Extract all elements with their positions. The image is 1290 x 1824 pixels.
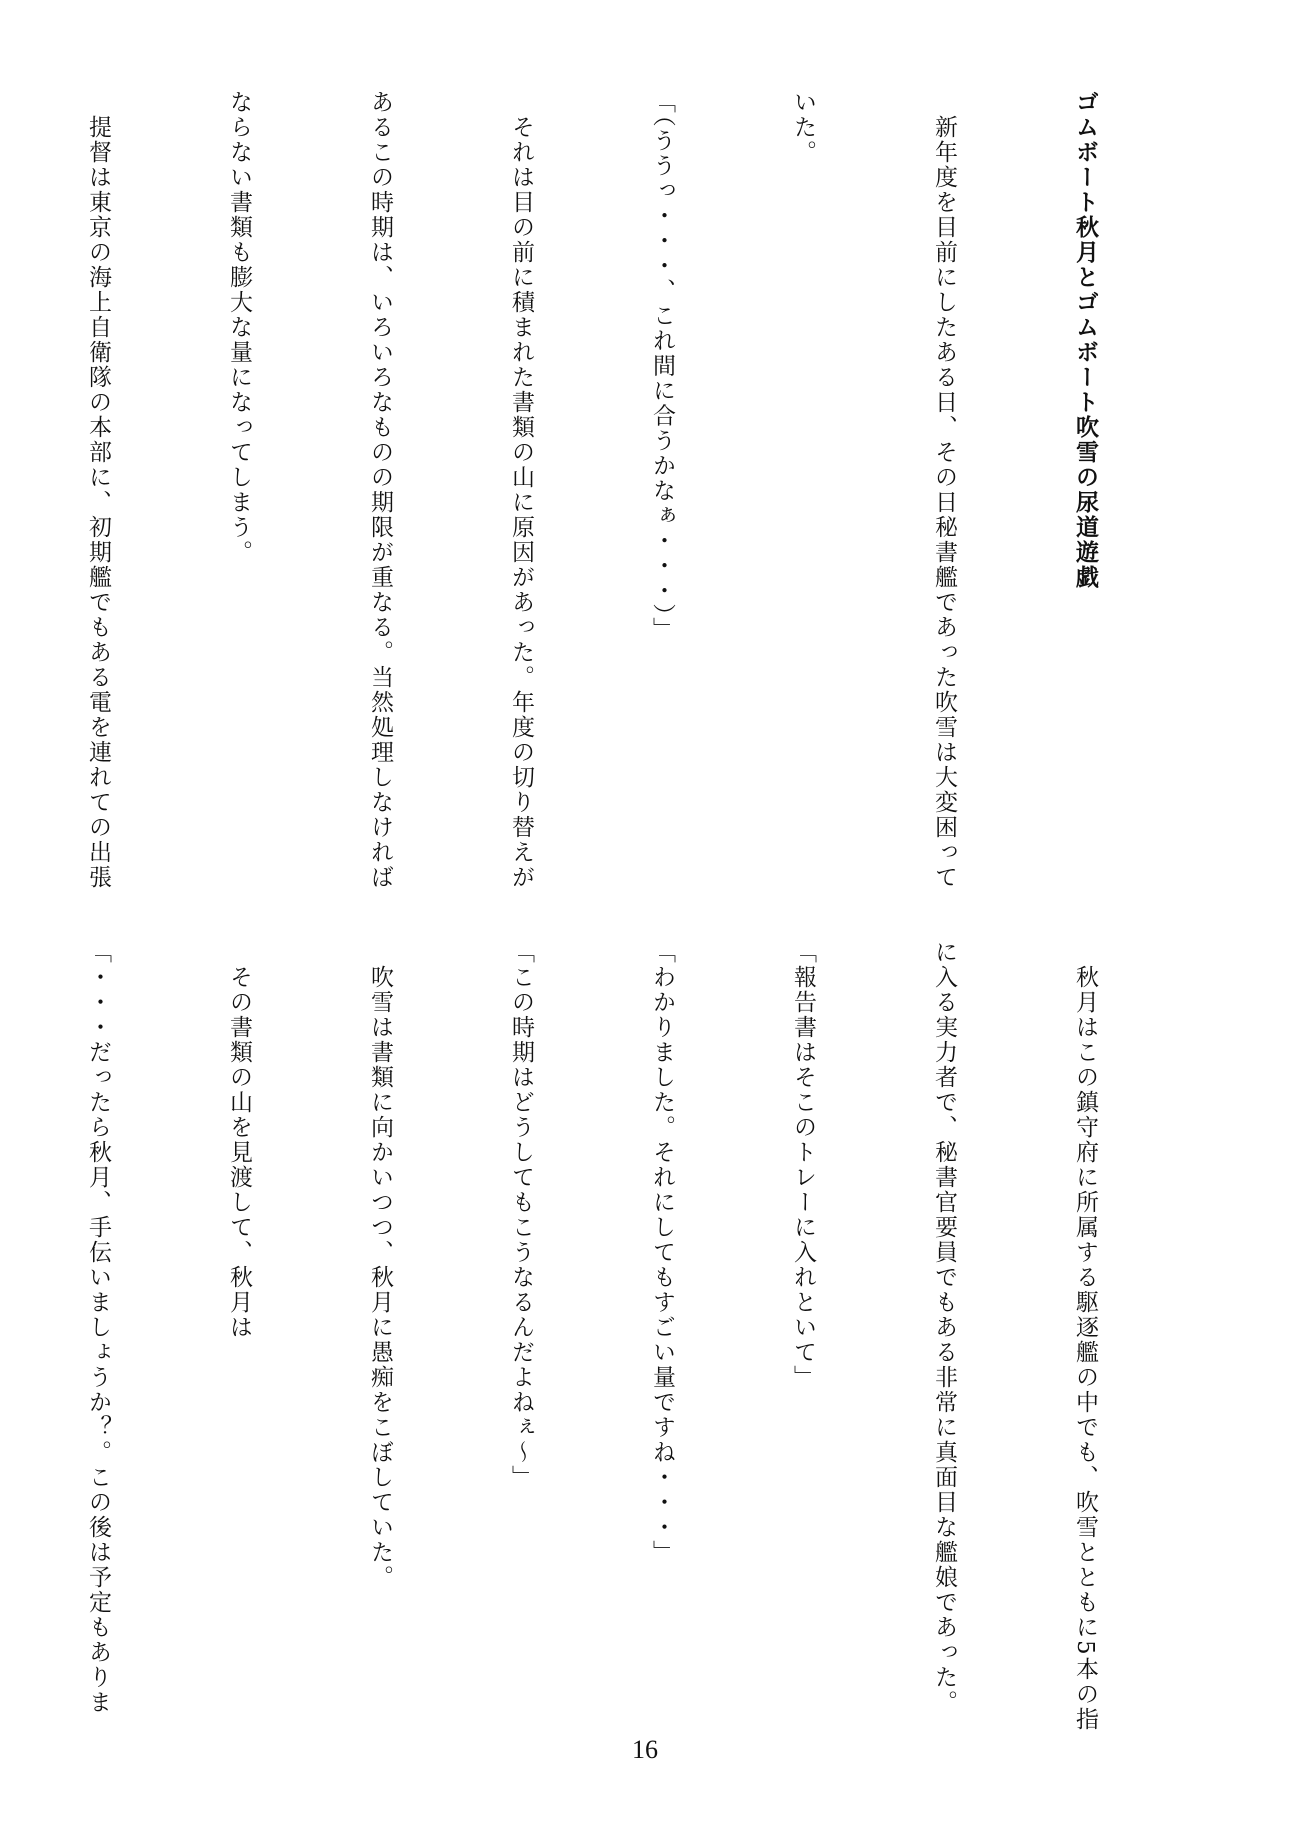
text-line: に入る実力者で、秘書官要員でもある非常に真面目な艦娘であった。 [931,940,957,1715]
text-line: それは目の前に積まれた書類の山に原因があった。年度の切り替えが [508,90,534,890]
text-line: 「（ううっ・・・、これ間に合うかなぁ・・・）」 [649,90,675,642]
text-line: 「この時期はどうしてもこうなるんだよねぇ～」 [508,940,534,1490]
text-line: あるこの時期は、いろいろなものの期限が重なる。当然処理しなければ [367,90,393,890]
text-line: 「・・・だったら秋月、手伝いましょうか？。この後は予定もありま [85,940,111,1715]
page-number: 16 [632,1735,658,1764]
story-title: ゴムボート秋月とゴムボート吹雪の尿道遊戯 [1072,90,1098,590]
text-line: 「わかりました。それにしてもすごい量ですね・・・」 [649,940,675,1565]
text-line: 吹雪は書類に向かいつつ、秋月に愚痴をこぼしていた。 [367,940,393,1590]
upper-text-block [0,90,1202,890]
text-line: いた。 [790,90,816,165]
text-line: 「報告書はそこのトレーに入れといて」 [790,940,816,1390]
text-line: 提督は東京の海上自衛隊の本部に、初期艦でもある電を連れての出張 [85,90,111,890]
text-line: 秋月はこの鎮守府に所属する駆逐艦の中でも、吹雪とともに5本の指 [1072,940,1098,1732]
text-line: 新年度を目前にしたある日、その日秘書艦であった吹雪は大変困って [931,90,957,890]
lower-text-block [0,940,1202,1740]
text-line: その書類の山を見渡して、秋月は [226,940,252,1340]
text-line: ならない書類も膨大な量になってしまう。 [226,90,252,565]
